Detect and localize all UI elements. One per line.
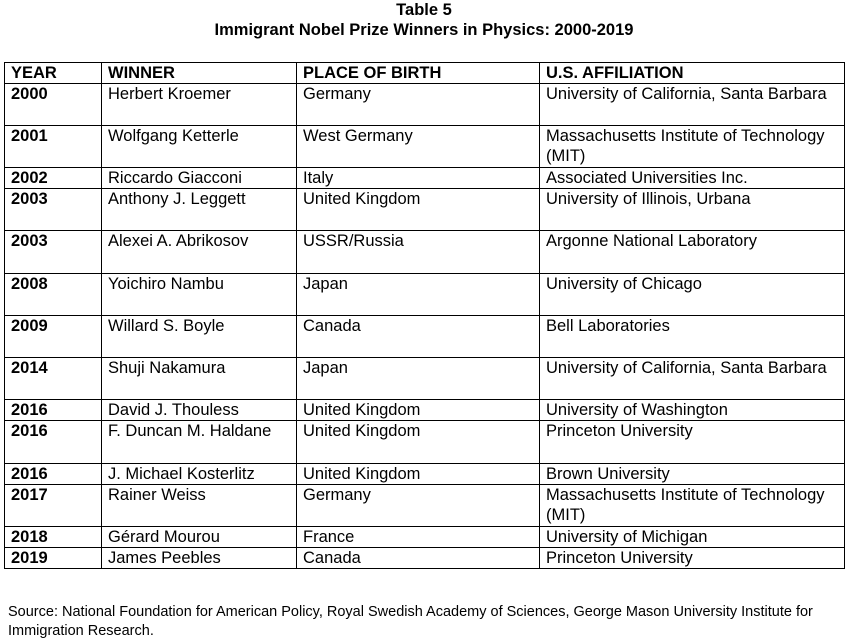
place-of-birth-cell: United Kingdom: [297, 189, 540, 231]
winner-cell: Anthony J. Leggett: [102, 189, 297, 231]
year-cell: 2008: [5, 274, 102, 316]
year-cell: 2016: [5, 421, 102, 464]
year-cell: 2016: [5, 400, 102, 421]
place-of-birth-cell: Canada: [297, 548, 540, 569]
table-title: Table 5: [396, 1, 452, 19]
winner-cell: Yoichiro Nambu: [102, 274, 297, 316]
winner-cell: Gérard Mourou: [102, 527, 297, 548]
us-affiliation-cell: University of Chicago: [540, 274, 845, 316]
place-of-birth-cell: Germany: [297, 485, 540, 527]
year-cell: 2001: [5, 126, 102, 168]
table-body: [5, 84, 845, 569]
column-header-place-of-birth: PLACE OF BIRTH: [297, 63, 540, 84]
table-row: [5, 358, 845, 400]
us-affiliation-cell: Princeton University: [540, 421, 845, 464]
table-row: [5, 84, 845, 126]
header-row: [5, 63, 845, 84]
place-of-birth-cell: France: [297, 527, 540, 548]
year-cell: 2002: [5, 168, 102, 189]
table-row: [5, 527, 845, 548]
us-affiliation-cell: Princeton University: [540, 548, 845, 569]
us-affiliation-cell: University of California, Santa Barbara: [540, 358, 845, 400]
winner-cell: Alexei A. Abrikosov: [102, 231, 297, 274]
place-of-birth-cell: West Germany: [297, 126, 540, 168]
table-row: [5, 400, 845, 421]
table-row: [5, 189, 845, 231]
us-affiliation-cell: University of Washington: [540, 400, 845, 421]
table-row: [5, 126, 845, 168]
winner-cell: J. Michael Kosterlitz: [102, 464, 297, 485]
year-cell: 2000: [5, 84, 102, 126]
winner-cell: Herbert Kroemer: [102, 84, 297, 126]
year-cell: 2003: [5, 189, 102, 231]
winner-cell: Willard S. Boyle: [102, 316, 297, 358]
year-cell: 2019: [5, 548, 102, 569]
place-of-birth-cell: Japan: [297, 358, 540, 400]
place-of-birth-cell: United Kingdom: [297, 421, 540, 464]
year-cell: 2014: [5, 358, 102, 400]
us-affiliation-cell: University of Illinois, Urbana: [540, 189, 845, 231]
year-cell: 2003: [5, 231, 102, 274]
us-affiliation-cell: Associated Universities Inc.: [540, 168, 845, 189]
place-of-birth-cell: Canada: [297, 316, 540, 358]
place-of-birth-cell: Italy: [297, 168, 540, 189]
winner-cell: F. Duncan M. Haldane: [102, 421, 297, 464]
column-header-winner: WINNER: [102, 63, 297, 84]
table-row: [5, 168, 845, 189]
winner-cell: Riccardo Giacconi: [102, 168, 297, 189]
us-affiliation-cell: University of Michigan: [540, 527, 845, 548]
place-of-birth-cell: Germany: [297, 84, 540, 126]
us-affiliation-cell: Argonne National Laboratory: [540, 231, 845, 274]
table-row: [5, 231, 845, 274]
table-row: [5, 421, 845, 464]
year-cell: 2016: [5, 464, 102, 485]
table-row: [5, 316, 845, 358]
winner-cell: Rainer Weiss: [102, 485, 297, 527]
table-caption: [0, 0, 848, 40]
winner-cell: David J. Thouless: [102, 400, 297, 421]
column-header-us-affiliation: U.S. AFFILIATION: [540, 63, 845, 84]
table-row: [5, 548, 845, 569]
year-cell: 2009: [5, 316, 102, 358]
table-row: [5, 485, 845, 527]
place-of-birth-cell: United Kingdom: [297, 464, 540, 485]
place-of-birth-cell: USSR/Russia: [297, 231, 540, 274]
us-affiliation-cell: Massachusetts Institute of Technology (MIT): [540, 485, 845, 527]
column-header-year: YEAR: [5, 63, 102, 84]
nobel-winners-table: [4, 62, 845, 569]
table-row: [5, 274, 845, 316]
year-cell: 2017: [5, 485, 102, 527]
winner-cell: Shuji Nakamura: [102, 358, 297, 400]
place-of-birth-cell: Japan: [297, 274, 540, 316]
winner-cell: Wolfgang Ketterle: [102, 126, 297, 168]
winner-cell: James Peebles: [102, 548, 297, 569]
us-affiliation-cell: Bell Laboratories: [540, 316, 845, 358]
us-affiliation-cell: Brown University: [540, 464, 845, 485]
us-affiliation-cell: Massachusetts Institute of Technology (MIT): [540, 126, 845, 168]
source-note: Source: National Foundation for American Policy, Royal Swedish Academy of Sciences, George Mason University Institute for Immigration Research.: [8, 604, 813, 639]
table-subtitle: Immigrant Nobel Prize Winners in Physics: 2000-2019: [214, 21, 634, 39]
us-affiliation-cell: University of California, Santa Barbara: [540, 84, 845, 126]
table-row: [5, 464, 845, 485]
year-cell: 2018: [5, 527, 102, 548]
place-of-birth-cell: United Kingdom: [297, 400, 540, 421]
